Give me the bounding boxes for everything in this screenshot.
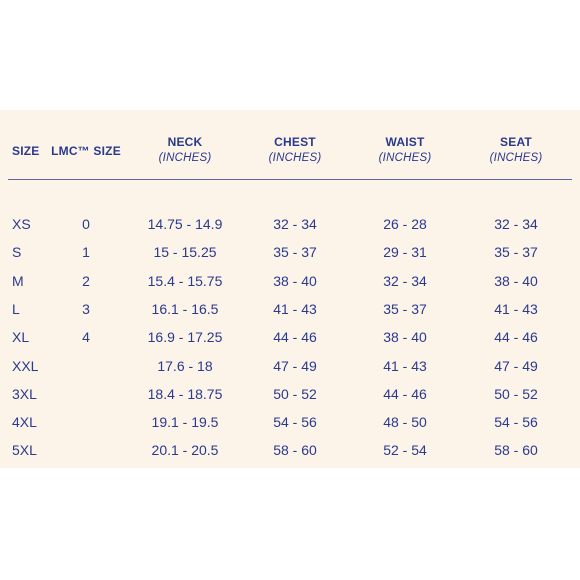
header-lmc-size [50, 143, 122, 159]
cell-waist: 52 - 54 [383, 442, 427, 459]
cell-size: XS [12, 216, 31, 232]
cell-waist: 29 - 31 [383, 244, 427, 261]
cell-waist: 44 - 46 [383, 385, 427, 402]
cell-seat: 47 - 49 [494, 357, 538, 374]
table-row [0, 323, 580, 351]
header-seat-unit: (INCHES) [489, 152, 543, 164]
cell-size: 5XL [12, 442, 37, 459]
cell-chest: 58 - 60 [273, 442, 317, 459]
header-waist-label: WAIST [385, 135, 425, 149]
cell-chest: 47 - 49 [273, 357, 317, 374]
cell-seat: 41 - 43 [494, 300, 538, 317]
cell-waist: 41 - 43 [383, 357, 427, 374]
cell-neck: 15 - 15.25 [153, 244, 217, 261]
cell-size: 4XL [12, 414, 37, 431]
header-chest-unit: (INCHES) [268, 152, 322, 164]
cell-neck: 16.1 - 16.5 [151, 300, 219, 317]
cell-seat: 54 - 56 [494, 414, 538, 431]
cell-lmc: 0 [82, 216, 90, 232]
header-neck-label: NECK [167, 135, 203, 149]
header-chest-label: CHEST [274, 135, 316, 149]
cell-size: S [12, 244, 22, 261]
cell-neck: 19.1 - 19.5 [151, 414, 219, 431]
cell-neck: 16.9 - 17.25 [147, 329, 223, 346]
header-seat-label: SEAT [500, 135, 532, 149]
cell-neck: 18.4 - 18.75 [147, 385, 223, 402]
cell-chest: 54 - 56 [273, 414, 317, 431]
cell-waist: 26 - 28 [383, 216, 427, 232]
cell-size: M [12, 272, 24, 289]
cell-size: L [12, 300, 20, 317]
cell-lmc: 3 [82, 300, 90, 317]
cell-lmc: 2 [82, 272, 90, 289]
cell-seat: 32 - 34 [494, 216, 538, 232]
header-size [12, 143, 42, 159]
header-divider [8, 179, 572, 180]
table-row [0, 408, 580, 436]
cell-size: 3XL [12, 385, 37, 402]
cell-seat: 50 - 52 [494, 385, 538, 402]
table-row [0, 238, 580, 266]
cell-neck: 15.4 - 15.75 [147, 272, 223, 289]
cell-size: XXL [12, 357, 39, 374]
header-waist-unit: (INCHES) [378, 152, 432, 164]
header-neck-unit: (INCHES) [158, 152, 212, 164]
table-row [0, 380, 580, 408]
cell-neck: 14.75 - 14.9 [147, 216, 223, 232]
cell-waist: 48 - 50 [383, 414, 427, 431]
cell-chest: 44 - 46 [273, 329, 317, 346]
header-seat [466, 134, 566, 166]
cell-neck: 17.6 - 18 [157, 357, 213, 374]
cell-seat: 44 - 46 [494, 329, 538, 346]
header-chest [245, 134, 345, 166]
cell-chest: 41 - 43 [273, 300, 317, 317]
cell-seat: 58 - 60 [494, 442, 538, 459]
cell-chest: 32 - 34 [273, 216, 317, 232]
cell-lmc: 1 [82, 244, 90, 261]
header-neck [135, 134, 235, 166]
cell-chest: 50 - 52 [273, 385, 317, 402]
cell-lmc: 4 [82, 329, 90, 346]
cell-seat: 35 - 37 [494, 244, 538, 261]
size-chart-panel [0, 110, 580, 468]
cell-chest: 35 - 37 [273, 244, 317, 261]
cell-waist: 38 - 40 [383, 329, 427, 346]
cell-seat: 38 - 40 [494, 272, 538, 289]
header-waist [355, 134, 455, 166]
table-row [0, 295, 580, 323]
table-row [0, 436, 580, 464]
header-size-label: SIZE [12, 144, 40, 158]
cell-waist: 35 - 37 [383, 300, 427, 317]
cell-chest: 38 - 40 [273, 272, 317, 289]
table-row [0, 267, 580, 295]
cell-size: XL [12, 329, 30, 346]
cell-neck: 20.1 - 20.5 [151, 442, 219, 459]
cell-waist: 32 - 34 [383, 272, 427, 289]
table-row [0, 352, 580, 380]
header-lmc-label: LMC™ SIZE [51, 144, 121, 158]
table-row [0, 210, 580, 238]
